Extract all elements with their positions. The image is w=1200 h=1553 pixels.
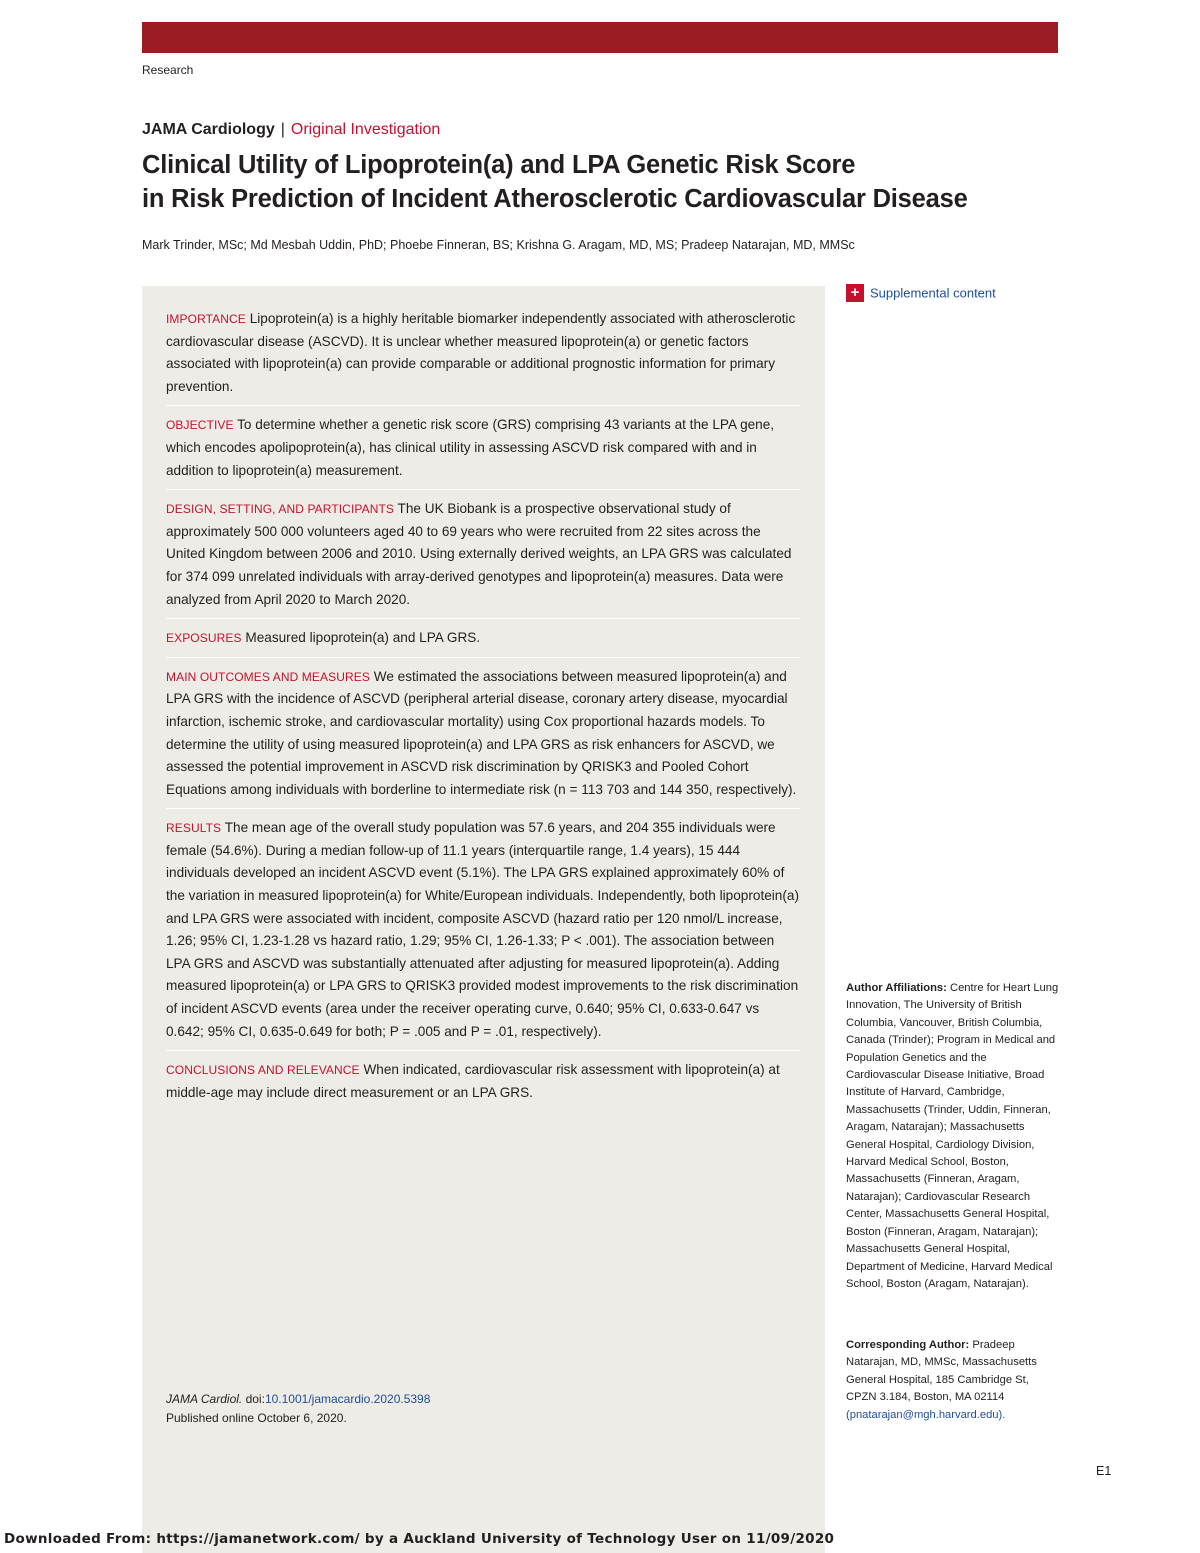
article-title-line-2: in Risk Prediction of Incident Atherosclerotic Cardiovascular Disease (142, 185, 968, 213)
abstract-heading: IMPORTANCE (166, 312, 246, 326)
citation-block (166, 1390, 430, 1428)
abstract-outcomes (166, 666, 800, 810)
abstract-heading: RESULTS (166, 821, 222, 836)
abstract-design (166, 498, 800, 619)
abstract-heading: MAIN OUTCOMES AND MEASURES (166, 669, 370, 684)
abstract-heading: EXPOSURES (166, 631, 242, 646)
journal-name: JAMA Cardiology (142, 121, 275, 138)
abstract-text: To determine whether a genetic risk score (GRS) comprising 43 variants at the LPA gene, which encodes apolipoprotein(a), has clinical utility in assessing ASCVD risk compared with and in addition to lipoprotein(a) measurement. (166, 417, 775, 478)
abstract-heading: DESIGN, SETTING, AND PARTICIPANTS (166, 502, 395, 517)
abstract-text: When indicated, cardiovascular risk assessment with lipoprotein(a) at middle-age may include direct measurement or an LPA GRS. (166, 1062, 780, 1100)
abstract-exposures (166, 627, 800, 658)
citation-doi-prefix: doi: (242, 1392, 265, 1406)
abstract-heading: OBJECTIVE (166, 418, 234, 433)
journal-separator: | (280, 121, 285, 138)
article-title (142, 148, 1042, 216)
abstract-heading: CONCLUSIONS AND RELEVANCE (166, 1063, 360, 1078)
article-type: Original Investigation (290, 121, 441, 138)
abstract-text: Measured lipoprotein(a) and LPA GRS. (245, 630, 481, 646)
citation-journal: JAMA Cardiol. (166, 1392, 243, 1406)
author-list: Mark Trinder, MSc; Md Mesbah Uddin, PhD; Phoebe Finneran, BS; Krishna G. Aragam, MD, MS; Pradeep Natarajan, MD, MMSc (142, 238, 855, 252)
supplemental-content-link[interactable] (846, 284, 996, 302)
author-affiliations (846, 980, 1060, 1293)
abstract-text: We estimated the associations between measured lipoprotein(a) and LPA GRS with the incidence of ASCVD (peripheral arterial disease, coronary artery disease, myocardial infarction, ischemic stroke, and cardiovascular mortality) using Cox proportional hazards models. To determine the utility of using measured lipoprotein(a) and LPA GRS as risk enhancers for ASCVD, we assessed the potential improvement in ASCVD risk discrimination by QRISK3 and Pooled Cohort Equations among individuals with borderline to intermediate risk (n = 113 703 and 144 350, respectively). (166, 668, 797, 797)
abstract-conclusions (166, 1059, 800, 1111)
doi-link[interactable]: 10.1001/jamacardio.2020.5398 (264, 1392, 431, 1406)
download-footer: Downloaded From: https://jamanetwork.com/ by a Auckland University of Technology User on 11/09/2020 (4, 1531, 835, 1547)
corresponding-email[interactable]: (pnatarajan@mgh.harvard.edu). (846, 1408, 1006, 1421)
published-date: Published online October 6, 2020. (166, 1411, 347, 1425)
journal-line (142, 121, 440, 139)
affiliations-text: Centre for Heart Lung Innovation, The University of British Columbia, Vancouver, British Columbia, Canada (Trinder); Program in Medical and Population Genetics and the Cardiovascular Disease Initiative, Broad Institute of Harvard, Cambridge, Massachusetts (Trinder, Uddin, Finneran, Aragam, Natarajan); Massachusetts General Hospital, Cardiology Division, Harvard Medical School, Boston, Massachusetts (Finneran, Aragam, Natarajan); Cardiovascular Research Center, Massachusetts General Hospital, Boston (Finneran, Aragam, Natarajan); Massachusetts General Hospital, Department of Medicine, Harvard Medical School, Boston (Aragam, Natarajan). (846, 982, 1059, 1290)
abstract-importance (166, 308, 800, 406)
plus-icon: + (846, 284, 864, 302)
abstract-text: Lipoprotein(a) is a highly heritable biomarker independently associated with atherosclerotic cardiovascular disease (ASCVD). It is unclear whether measured lipoprotein(a) or genetic factors associated with lipoprotein(a) can provide comparable or additional prognostic information for primary prevention. (166, 311, 796, 394)
supplemental-label[interactable]: Supplemental content (870, 285, 996, 301)
abstract-objective (166, 414, 800, 490)
abstract-text: The mean age of the overall study population was 57.6 years, and 204 355 individuals were female (54.6%). During a median follow-up of 11.1 years (interquartile range, 1.4 years), 15 444 individuals developed an incident ASCVD event (5.1%). The LPA GRS explained approximately 60% of the variation in measured lipoprotein(a) for White/European individuals. Independently, both lipoprotein(a) and LPA GRS were associated with incident, composite ASCVD (hazard ratio per 120 nmol/L increase, 1.26; 95% CI, 1.23-1.28 vs hazard ratio, 1.29; 95% CI, 1.26-1.33; P < .001). The association between LPA GRS and ASCVD was substantially attenuated after adjusting for measured lipoprotein(a). Adding measured lipoprotein(a) or LPA GRS to QRISK3 provided modest improvements to the risk discrimination of incident ASCVD events (area under the receiver operating curve, 0.640; 95% CI, 0.633-0.647 vs 0.642; 95% CI, 0.635-0.649 for both; P = .005 and P = .01, respectively). (166, 820, 799, 1039)
journal-header-bar (142, 22, 1058, 53)
corresponding-label: Corresponding Author: (846, 1339, 970, 1351)
article-title-line-1: Clinical Utility of Lipoprotein(a) and LPA Genetic Risk Score (142, 151, 856, 179)
abstract-text: The UK Biobank is a prospective observational study of approximately 500 000 volunteers aged 40 to 69 years who were recruited from 22 sites across the United Kingdom between 2006 and 2010. Using externally derived weights, an LPA GRS was calculated for 374 099 unrelated individuals with array-derived genotypes and lipoprotein(a) measures. Data were analyzed from April 2020 to March 2020. (166, 501, 792, 607)
citation-doi-line (166, 1390, 430, 1409)
abstract-box (142, 286, 825, 1553)
page-number: E1 (1096, 1464, 1112, 1478)
abstract-results (166, 817, 800, 1051)
abstract-content (166, 308, 800, 1119)
affiliations-label: Author Affiliations: (846, 982, 947, 994)
corresponding-author (846, 1337, 1060, 1424)
corresponding-text: Pradeep Natarajan, MD, MMSc, Massachusetts General Hospital, 185 Cambridge St, CPZN 3.184, Boston, MA 02114 (846, 1339, 1037, 1404)
section-label: Research (142, 63, 194, 77)
